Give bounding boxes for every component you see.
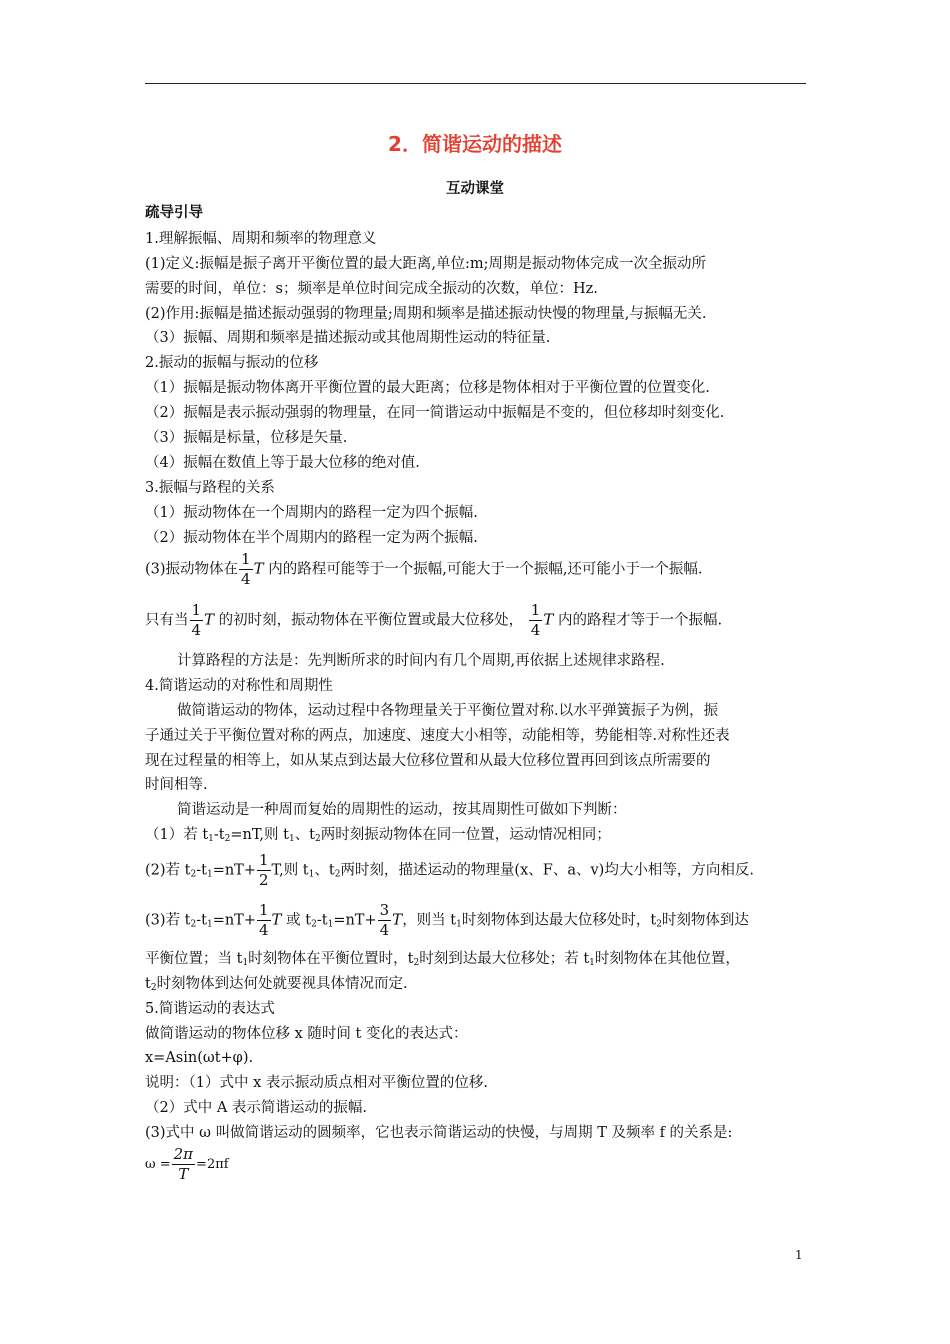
s5-p3: 说明：（1）式中 x 表示振动质点相对平衡位置的位移. <box>145 1075 488 1091</box>
sub: 1 <box>206 869 213 880</box>
frac-num: 2π <box>173 1145 194 1163</box>
t: 时刻物体在平衡位置时，t <box>248 951 414 967</box>
s2-heading: 2.振动的振幅与振动的位移 <box>145 355 319 371</box>
sub: 1 <box>589 958 595 968</box>
frac-num: 1 <box>241 550 251 568</box>
s3-p4-text-c: 内的路程才等于一个振幅. <box>557 612 723 629</box>
t: 、t <box>294 827 316 843</box>
t: ，则当 t <box>402 912 457 929</box>
t: 时刻物体到达何处就要视具体情况而定. <box>156 976 408 992</box>
s1-p3: （3）振幅、周期和频率是描述振动或其他周期性运动的特征量. <box>145 330 551 346</box>
t: -t <box>213 827 225 843</box>
fraction-quarter <box>257 903 271 938</box>
t: -t <box>316 912 328 929</box>
t: -t <box>196 912 207 929</box>
sub: 1 <box>308 869 315 880</box>
t: 时刻物体到达最大位移处时，t <box>461 912 657 929</box>
fraction-half <box>257 853 271 888</box>
s2-p3: （3）振幅是标量，位移是矢量. <box>145 430 348 446</box>
t: (3)若 t <box>145 912 191 929</box>
fraction-2pi-over-T <box>172 1147 195 1182</box>
s3-p1: （1）振动物体在一个周期内的路程一定为四个振幅. <box>145 505 478 521</box>
symbol-T: T <box>271 910 282 929</box>
frac-den: 4 <box>259 921 269 939</box>
s5-heading: 5.简谐运动的表达式 <box>145 1001 275 1017</box>
t: T,则 t <box>271 862 309 879</box>
s3-p3 <box>145 552 815 587</box>
s3-heading: 3.振幅与路程的关系 <box>145 480 275 496</box>
fraction-quarter <box>239 552 253 587</box>
symbol-T: T <box>204 610 215 629</box>
t: ω = <box>145 1157 171 1172</box>
symbol-T: T <box>543 610 554 629</box>
frac-den: T <box>178 1165 189 1183</box>
s2-p2: （2）振幅是表示振动强弱的物理量，在同一简谐运动中振幅是不变的，但位移却时刻变化. <box>145 405 725 421</box>
frac-den: 4 <box>241 570 251 588</box>
sub: 2 <box>190 869 197 880</box>
frac-den: 4 <box>530 621 541 639</box>
sub: 1 <box>206 919 213 930</box>
s3-p3-text-a: (3)振动物体在 <box>145 561 239 578</box>
sub: 2 <box>334 869 341 880</box>
s4-case1 <box>145 825 815 845</box>
t: =nT+ <box>212 912 256 929</box>
s3-p4-text-b: 的初时刻，振动物体在平衡位置或最大位移处， <box>218 612 524 629</box>
frac-num: 1 <box>530 601 541 619</box>
sub: 2 <box>311 919 317 930</box>
s4-p1a: 做简谐运动的物体，运动过程中各物理量关于平衡位置对称.以水平弹簧振子为例，振 <box>177 703 719 719</box>
s3-p3-text-b: 内的路程可能等于一个振幅,可能大于一个振幅,还可能小于一个振幅. <box>268 561 703 578</box>
sub: 1 <box>288 834 295 844</box>
t: 时刻物体到达 <box>661 912 749 929</box>
s3-p4 <box>145 603 815 638</box>
symbol-T: T <box>392 910 403 929</box>
s4-case3-line3 <box>145 974 815 994</box>
sub: 2 <box>656 919 662 930</box>
t: 时刻到达最大位移处；若 t <box>419 951 590 967</box>
fraction-quarter <box>190 603 204 638</box>
t: =nT+ <box>333 912 377 929</box>
s4-case3 <box>145 903 815 938</box>
symbol-T: T <box>253 559 264 578</box>
s5-p1: 做简谐运动的物体位移 x 随时间 t 变化的表达式： <box>145 1026 468 1042</box>
frac-num: 1 <box>259 901 269 919</box>
s1-p1a: (1)定义:振幅是振子离开平衡位置的最大距离,单位:m;周期是振动物体完成一次全振动所 <box>145 256 707 272</box>
s2-p4: （4）振幅在数值上等于最大位移的绝对值. <box>145 455 420 471</box>
s4-case3-line2 <box>145 949 815 969</box>
t: =nT+ <box>212 862 256 879</box>
t: 或 t <box>281 912 312 929</box>
s3-p5: 计算路程的方法是：先判断所求的时间内有几个周期,再依据上述规律求路程. <box>177 653 665 669</box>
section-label: 疏导引导 <box>145 205 203 221</box>
t: 两时刻，描述运动的物理量(x、F、a、v)均大小相等，方向相反. <box>340 862 754 879</box>
s4-p1d: 时间相等. <box>145 777 208 793</box>
t: 时刻物体在其他位置， <box>594 951 740 967</box>
t: =nT,则 t <box>230 827 289 843</box>
sub: 1 <box>242 958 249 968</box>
s1-p1b: 需要的时间，单位：s；频率是单位时间完成全振动的次数，单位：Hz. <box>145 281 598 297</box>
sub: 2 <box>190 919 197 930</box>
sub: 1 <box>456 919 462 930</box>
sub: 2 <box>315 834 321 844</box>
sub: 2 <box>413 958 420 968</box>
t: 、t <box>314 862 335 879</box>
s4-case2 <box>145 853 815 888</box>
s3-p2: （2）振动物体在半个周期内的路程一定为两个振幅. <box>145 530 478 546</box>
t: 两时刻振动物体在同一位置，运动情况相同； <box>320 827 611 843</box>
t: （1）若 t <box>145 827 209 843</box>
s5-p5: (3)式中 ω 叫做简谐运动的圆频率，它也表示简谐运动的快慢，与周期 T 及频率 f 的关系是: <box>145 1125 733 1141</box>
t: =2πf <box>196 1157 229 1172</box>
s4-p2: 简谐运动是一种周而复始的周期性的运动，按其周期性可做如下判断： <box>177 802 627 818</box>
s1-heading: 1.理解振幅、周期和频率的物理意义 <box>145 231 377 247</box>
page-subtitle: 互动课堂 <box>446 181 504 197</box>
frac-den: 2 <box>259 871 269 889</box>
frac-num: 3 <box>379 901 390 919</box>
t: (2)若 t <box>145 862 191 879</box>
s5-p4: （2）式中 A 表示简谐运动的振幅. <box>145 1100 368 1116</box>
t: t <box>145 976 151 992</box>
page-title: 2．简谐运动的描述 <box>388 132 562 156</box>
frac-num: 1 <box>259 851 269 869</box>
s2-p1: （1）振幅是振动物体离开平衡位置的最大距离；位移是物体相对于平衡位置的位置变化. <box>145 380 710 396</box>
s5-formula: x=Asin(ωt+φ). <box>145 1050 254 1066</box>
s4-heading: 4.简谐运动的对称性和周期性 <box>145 678 333 694</box>
sub: 2 <box>224 834 231 844</box>
s3-p4-text-a: 只有当 <box>145 612 189 629</box>
frac-den: 4 <box>379 921 390 939</box>
t: -t <box>196 862 207 879</box>
sub: 1 <box>327 919 334 930</box>
sub: 1 <box>208 834 214 844</box>
frac-num: 1 <box>191 601 202 619</box>
s4-p1b: 子通过关于平衡位置对称的两点，加速度、速度大小相等，动能相等，势能相等.对称性还表 <box>145 728 730 744</box>
s4-p1c: 现在过程量的相等上，如从某点到达最大位移位置和从最大位移位置再回到该点所需要的 <box>145 753 711 769</box>
header-rule <box>145 83 806 84</box>
s5-omega-formula <box>145 1147 815 1182</box>
fraction-three-quarter <box>378 903 392 938</box>
sub: 2 <box>150 983 157 993</box>
fraction-quarter <box>529 603 543 638</box>
s1-p2: (2)作用:振幅是描述振动强弱的物理量;周期和频率是描述振动快慢的物理量,与振幅无关. <box>145 306 707 322</box>
page-number: 1 <box>795 1248 803 1262</box>
frac-den: 4 <box>191 621 202 639</box>
t: 平衡位置；当 t <box>145 951 243 967</box>
